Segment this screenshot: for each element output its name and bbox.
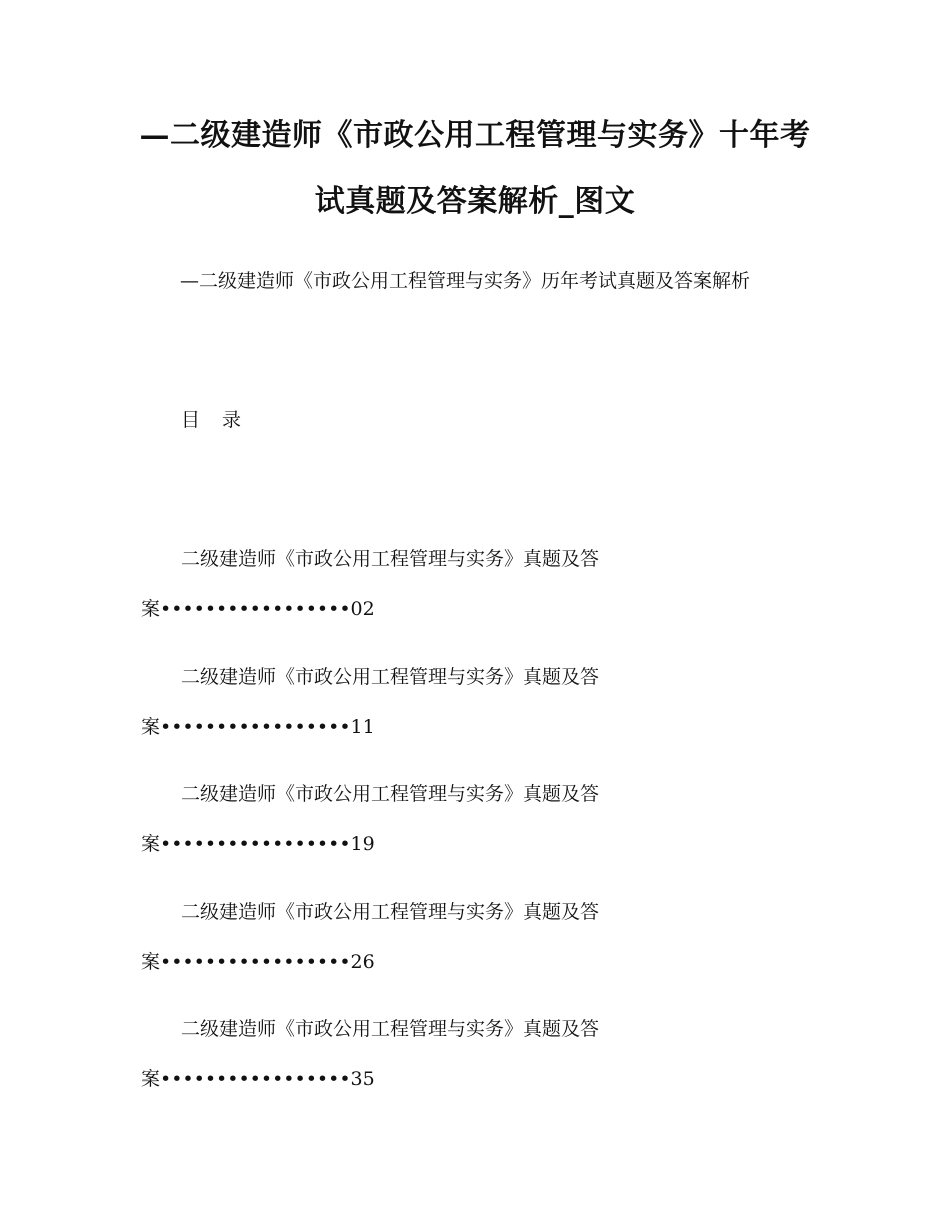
toc-entry-tail: 案 xyxy=(141,833,161,855)
toc-entry-2-continuation xyxy=(141,712,375,739)
toc-entry-5-continuation xyxy=(141,1064,375,1091)
toc-entry-4-text: 二级建造师《市政公用工程管理与实务》真题及答 xyxy=(181,901,600,923)
toc-entry-tail: 案 xyxy=(141,951,161,973)
toc-page-number: 11 xyxy=(350,716,375,738)
toc-leader-dots: ••••••••••••••••• xyxy=(160,598,351,620)
document-title-line-2: 试真题及答案解析_图文 xyxy=(314,184,636,219)
toc-entry-3-text: 二级建造师《市政公用工程管理与实务》真题及答 xyxy=(181,783,600,805)
toc-entry-tail: 案 xyxy=(141,1068,161,1090)
toc-entry-tail: 案 xyxy=(141,598,161,620)
toc-page-number: 26 xyxy=(350,951,375,973)
toc-entry-tail: 案 xyxy=(141,716,161,738)
toc-entry-4-continuation xyxy=(141,947,375,974)
document-subtitle: —二级建造师《市政公用工程管理与实务》历年考试真题及答案解析 xyxy=(180,270,751,292)
toc-entry-5-text: 二级建造师《市政公用工程管理与实务》真题及答 xyxy=(181,1018,600,1040)
toc-page-number: 19 xyxy=(350,833,375,855)
toc-page-number: 35 xyxy=(350,1068,375,1090)
toc-entry-3-continuation xyxy=(141,829,375,856)
toc-entry-2-text: 二级建造师《市政公用工程管理与实务》真题及答 xyxy=(181,666,600,688)
toc-leader-dots: ••••••••••••••••• xyxy=(160,716,351,738)
toc-leader-dots: ••••••••••••••••• xyxy=(160,1068,351,1090)
toc-entry-1-text: 二级建造师《市政公用工程管理与实务》真题及答 xyxy=(181,548,600,570)
toc-heading: 目 录 xyxy=(181,409,250,431)
toc-leader-dots: ••••••••••••••••• xyxy=(160,833,351,855)
toc-leader-dots: ••••••••••••••••• xyxy=(160,951,351,973)
document-title-line-1: —二级建造师《市政公用工程管理与实务》十年考 xyxy=(139,118,811,153)
toc-entry-1-continuation xyxy=(141,594,375,621)
toc-page-number: 02 xyxy=(350,598,375,620)
